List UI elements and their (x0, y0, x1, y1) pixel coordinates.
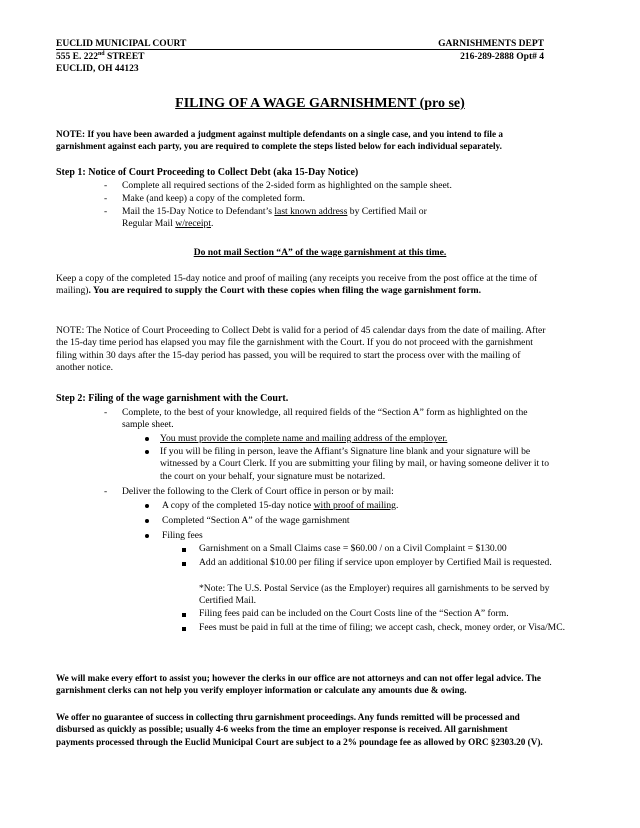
signature-instructions: If you will be filing in person, leave the Affiant’s Signature line blank and your signature will be witnessed by a Court Clerk. If you are submitting your filing by mail, or having someone deliver it to the court on your behalf, your signature must be notarized. (160, 446, 550, 482)
step2-item-2: Deliver the following to the Clerk of Court office in person or by mail: (122, 486, 394, 497)
step1-dash-3: - (104, 206, 108, 217)
department-name: GARNISHMENTS DEPT (438, 39, 544, 49)
validity-note: NOTE: The Notice of Court Proceeding to Collect Debt is valid for a period of 45 calendar days from the date of mailing. After the 15-day time period has elapsed you may file the garnishment with the Court. If you do not proceed with the garnishment filing within 30 days after the 15-day period has passed, you will be required to start the process over with the mailing of another notice. (56, 325, 546, 373)
step1-item-2: Make (and keep) a copy of the completed form. (122, 193, 306, 204)
certified-mail-fee: Add an additional $10.00 per filing if service upon employer by Certified Mail is requested. (199, 557, 552, 568)
do-not-mail-warning: Do not mail Section “A” of the wage garnishment at this time. (193, 247, 447, 258)
street-number: 555 E. 222 (56, 52, 98, 62)
step1-dash-1: - (104, 180, 108, 191)
street-ordinal: nd (97, 50, 105, 57)
header-rule (56, 49, 544, 50)
phone-number: 216-289-2888 Opt# 4 (460, 52, 544, 62)
deliver-section-a-item: Completed “Section A” of the wage garnishment (162, 515, 350, 526)
street-name: STREET (104, 52, 145, 62)
legal-advice-disclaimer: We will make every effort to assist you; however the clerks in our office are not attorneys and can not offer legal advice. The garnishment clerks can not help you verify employer information or calculate any amounts due & owing. (56, 673, 541, 696)
street-address (56, 51, 145, 63)
multiple-defendants-note: NOTE: If you have been awarded a judgment against multiple defendants on a single case, and you intend to file a garnishment against each party, you are required to complete the steps listed below for each individual separately. (56, 129, 503, 152)
square-bullet (182, 548, 186, 552)
court-name: EUCLID MUNICIPAL COURT (56, 39, 187, 49)
keep-copy-requirement: . You are required to supply the Court with these copies when filing the wage garnishment form. (88, 285, 481, 297)
square-bullet (182, 627, 186, 631)
keep-copy-paragraph (56, 273, 546, 298)
item3-text: Mail the 15-Day Notice to Defendant’s (122, 206, 275, 217)
deliver-filing-fees-item: Filing fees (162, 530, 203, 541)
collection-disclaimer: We offer no guarantee of success in collecting thru garnishment proceedings. Any funds remitted will be processed and disbursed as quickly as possible; usually 4-6 weeks from the time an employer response is received. All garnishment payments processed through the Euclid Municipal Court are subject to a 2% poundage fee as allowed by ORC §2303.20 (V). (56, 712, 543, 747)
fee-amounts: Garnishment on a Small Claims case = $60.00 / on a Civil Complaint = $130.00 (199, 543, 507, 554)
page-title: FILING OF A WAGE GARNISHMENT (pro se) (175, 96, 465, 111)
bullet-dot (145, 519, 149, 523)
city-state-zip: EUCLID, OH 44123 (56, 64, 139, 74)
item3-line2-text: Regular Mail (122, 218, 176, 230)
step1-item-1: Complete all required sections of the 2-sided form as highlighted on the sample sheet. (122, 180, 452, 191)
step1-heading: Step 1: Notice of Court Proceeding to Collect Debt (aka 15-Day Notice) (56, 167, 359, 178)
proof-of-mailing: with proof of mailing (313, 500, 396, 511)
with-receipt: w/receipt (175, 218, 211, 230)
keep-copy-text: Keep a copy of the completed 15-day notice and proof of mailing (any receipts you receive from the post office at the time of mailing) (56, 273, 538, 297)
court-costs-note: Filing fees paid can be included on the Court Costs line of the “Section A” form. (199, 608, 509, 619)
bullet-dot (145, 437, 149, 441)
deliver-copy-end: . (395, 500, 399, 511)
step2-item-1: Complete, to the best of your knowledge, all required fields of the “Section A” form as highlighted on the sample sheet. (122, 407, 528, 431)
bullet-dot (145, 450, 149, 454)
step2-heading: Step 2: Filing of the wage garnishment with the Court. (56, 393, 289, 404)
step2-dash-1: - (104, 407, 108, 418)
payment-methods: Fees must be paid in full at the time of filing; we accept cash, check, money order, or Visa/MC. (199, 622, 565, 633)
square-bullet (182, 613, 186, 617)
last-known-address: last known address (274, 206, 348, 217)
item3-text-end: by Certified Mail or (347, 206, 427, 217)
bullet-dot (145, 534, 149, 538)
step1-item-3 (122, 206, 552, 231)
bullet-dot (145, 504, 149, 508)
deliver-copy-text: A copy of the completed 15-day notice (162, 500, 314, 511)
item3-line2-end: . (211, 218, 214, 230)
step1-dash-2: - (104, 193, 108, 204)
square-bullet (182, 562, 186, 566)
step2-dash-2: - (104, 486, 108, 497)
usps-note: *Note: The U.S. Postal Service (as the Employer) requires all garnishments to be served by Certified Mail. (199, 583, 550, 607)
employer-address-requirement: You must provide the complete name and mailing address of the employer. (160, 433, 448, 444)
deliver-copy-item (162, 500, 552, 512)
